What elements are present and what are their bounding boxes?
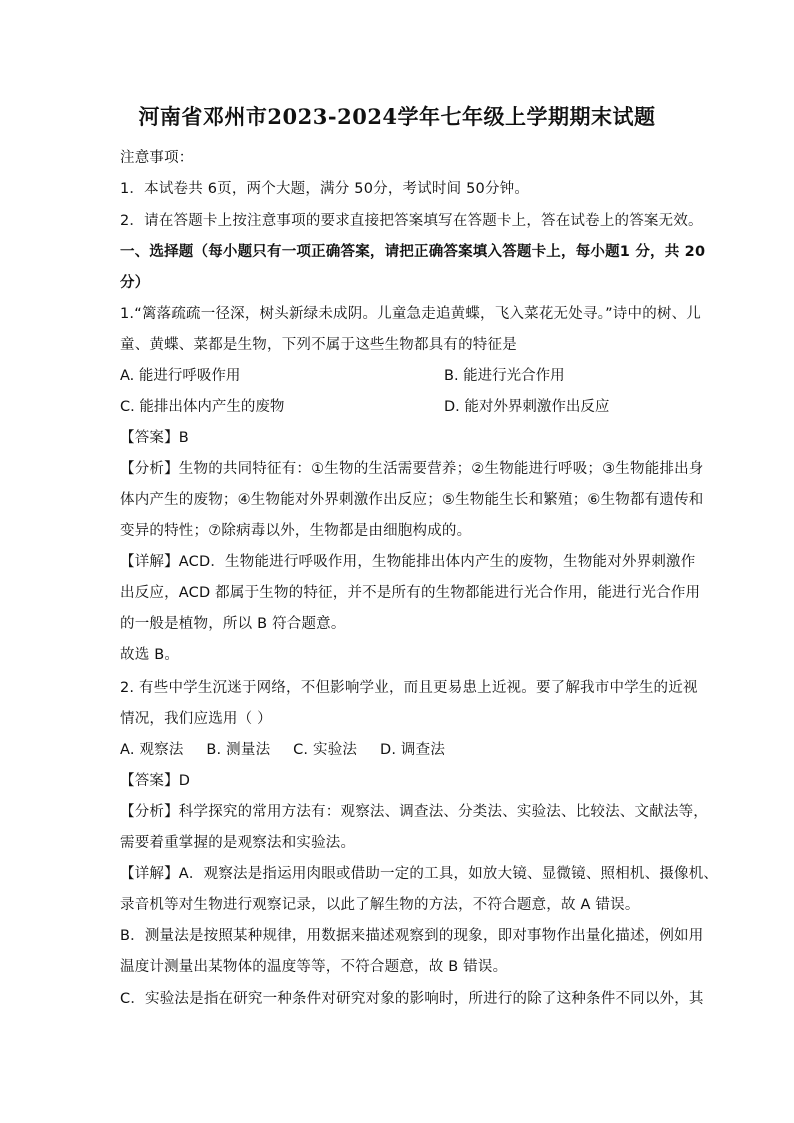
- question-2-detail: 【详解】A．观察法是指运用肉眼或借助一定的工具，如放大镜、显微镜、照相机、摄像机、: [120, 866, 719, 882]
- notice-heading: 注意事项：: [120, 150, 194, 166]
- question-1-answer: 【答案】B: [120, 430, 189, 446]
- question-2-detail-cont: B．测量法是按照某种规律，用数据来描述观察到的现象，即对事物作出量化描述，例如用: [120, 928, 704, 944]
- question-1-analysis: 【分析】生物的共同特征有：①生物的生活需要营养；②生物能进行呼吸；③生物能排出身: [120, 461, 704, 477]
- question-2-options: [120, 738, 463, 759]
- question-2-option-c: C. 实验法: [293, 742, 358, 758]
- question-2-detail-cont: 录音机等对生物进行观察记录，以此了解生物的方法，不符合题意，故 A 错误。: [120, 897, 640, 913]
- question-2-stem: 2. 有些中学生沉迷于网络，不但影响学业，而且更易患上近视。要了解我市中学生的近视: [120, 680, 698, 696]
- question-2-answer: 【答案】D: [120, 773, 191, 789]
- question-1-stem: 1.“篱落疏疏一径深，树头新绿未成阴。儿童急走追黄蝶，飞入菜花无处寻。”诗中的树、儿: [120, 306, 702, 322]
- question-2-detail-cont: C．实验法是指在研究一种条件对研究对象的影响时，所进行的除了这种条件不同以外，其: [120, 991, 704, 1007]
- question-2-analysis-cont: 需要着重掌握的是观察法和实验法。: [120, 835, 356, 851]
- notice-item-2: 2．请在答题卡上按注意事项的要求直接把答案填写在答题卡上，答在试卷上的答案无效。: [120, 213, 703, 229]
- question-1-detail-cont: 的一般是植物，所以 B 符合题意。: [120, 616, 346, 632]
- question-1-option-a: A. 能进行呼吸作用: [120, 368, 241, 384]
- question-1-option-c: C. 能排出体内产生的废物: [120, 399, 285, 415]
- section-heading: 一、选择题（每小题只有一项正确答案，请把正确答案填入答题卡上，每小题1 分，共 20: [120, 244, 706, 260]
- question-2-option-d: D. 调查法: [379, 742, 446, 758]
- notice-item-1: 1．本试卷共 6页，两个大题，满分 50分，考试时间 50分钟。: [120, 181, 530, 197]
- question-1-option-b: B. 能进行光合作用: [444, 368, 565, 384]
- section-heading-cont: 分）: [120, 275, 150, 291]
- question-1-conclusion: 故选 B。: [120, 647, 180, 663]
- question-1-option-d: D. 能对外界刺激作出反应: [444, 399, 610, 415]
- question-2-option-b: B. 测量法: [206, 742, 271, 758]
- question-2-analysis: 【分析】科学探究的常用方法有：观察法、调查法、分类法、实验法、比较法、文献法等，: [120, 804, 708, 820]
- question-1-analysis-cont: 变异的特性；⑦除病毒以外，生物都是由细胞构成的。: [120, 523, 472, 539]
- question-2-stem-cont: 情况，我们应选用（ ）: [120, 711, 272, 727]
- question-2-detail-cont: 温度计测量出某物体的温度等等，不符合题意，故 B 错误。: [120, 959, 508, 975]
- question-1-detail: 【详解】ACD．生物能进行呼吸作用，生物能排出体内产生的废物，生物能对外界刺激作: [120, 554, 696, 570]
- page-title: 河南省邓州市2023-2024学年七年级上学期期末试题: [138, 104, 656, 129]
- question-1-analysis-cont: 体内产生的废物；④生物能对外界刺激作出反应；⑤生物能生长和繁殖；⑥生物都有遗传和: [120, 492, 704, 508]
- question-1-stem-cont: 童、黄蝶、菜都是生物，下列不属于这些生物都具有的特征是: [120, 337, 517, 353]
- question-1-detail-cont: 出反应，ACD 都属于生物的特征，并不是所有的生物都能进行光合作用，能进行光合作用: [120, 585, 701, 601]
- question-2-option-a: A. 观察法: [120, 742, 184, 758]
